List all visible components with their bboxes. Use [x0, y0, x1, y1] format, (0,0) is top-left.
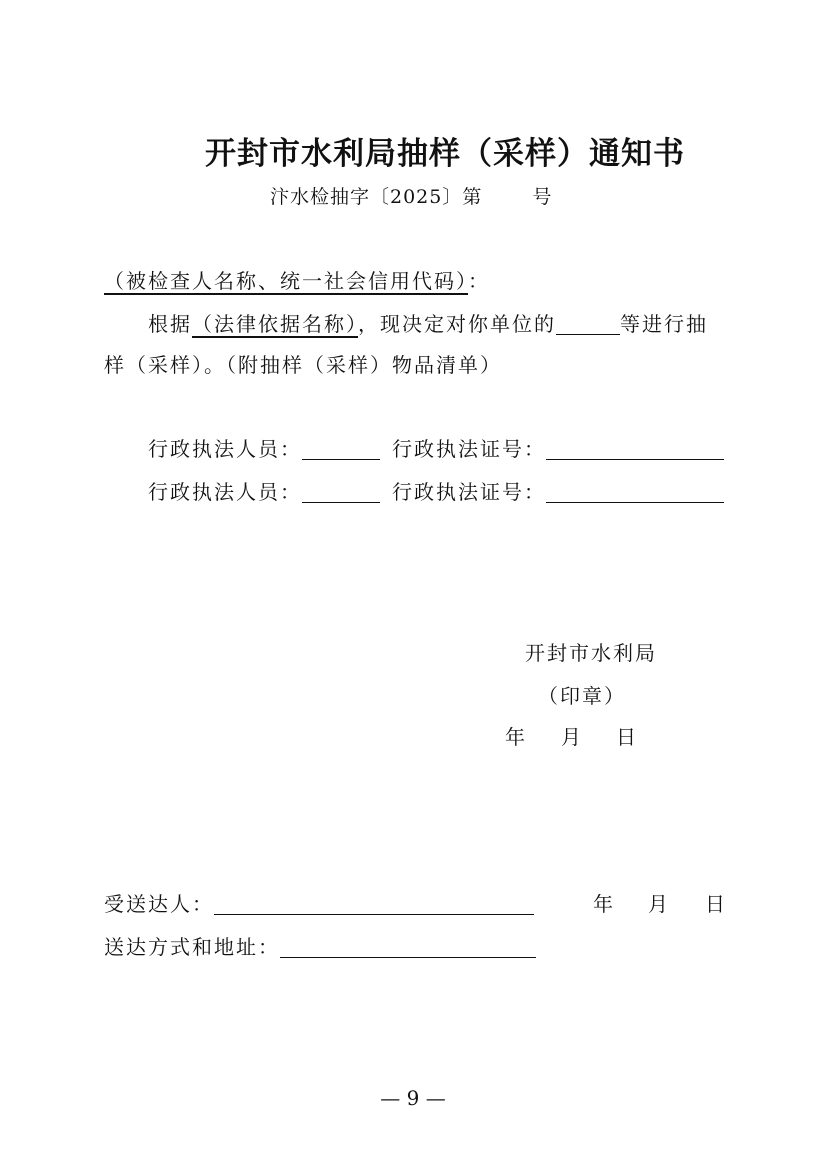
- recipient-label: 受送达人：: [104, 892, 214, 916]
- receipt-date-year: 年: [593, 892, 613, 916]
- issuer-name: 开封市水利局: [525, 641, 657, 665]
- page-number: — 9 —: [380, 1086, 446, 1110]
- officer-cert-blank[interactable]: [546, 437, 724, 460]
- delivery-method-label: 送达方式和地址：: [104, 935, 280, 959]
- recipient-row: [104, 888, 534, 917]
- officer-row-1: [148, 433, 724, 462]
- document-number-suffix: 号: [532, 186, 553, 208]
- document-number: [270, 182, 552, 209]
- addressee-placeholder: （被检查人名称、统一社会信用代码）: [104, 269, 468, 293]
- body-line-2: 样（采样）。（附抽样（采样）物品清单）: [104, 353, 502, 377]
- document-number-prefix: 汴水检抽字〔2025〕第: [270, 186, 483, 208]
- issue-date-day: 日: [616, 725, 636, 749]
- officer-name-label: 行政执法人员：: [148, 480, 302, 504]
- legal-basis-placeholder: （法律依据名称）: [192, 312, 358, 336]
- issue-date-month: 月: [561, 725, 581, 749]
- delivery-method-row: [104, 931, 536, 960]
- recipient-blank[interactable]: [214, 892, 534, 915]
- addressee-line: [104, 265, 490, 294]
- body-text-sampling: 等进行抽: [620, 312, 708, 336]
- document-title: 开封市水利局抽样（采样）通知书: [205, 136, 685, 172]
- body-text-according: 根据: [148, 312, 192, 336]
- delivery-method-blank[interactable]: [280, 935, 536, 958]
- officer-name-blank[interactable]: [302, 437, 380, 460]
- body-text-decision: ，现决定对你单位的: [358, 312, 556, 336]
- officer-cert-label: 行政执法证号：: [392, 480, 546, 504]
- sample-item-blank[interactable]: [556, 312, 620, 335]
- officer-cert-blank[interactable]: [546, 480, 724, 503]
- officer-cert-label: 行政执法证号：: [392, 437, 546, 461]
- issuer-seal: （印章）: [538, 684, 626, 708]
- officer-name-blank[interactable]: [302, 480, 380, 503]
- officer-row-2: [148, 476, 724, 505]
- receipt-date-month: 月: [648, 892, 668, 916]
- officer-name-label: 行政执法人员：: [148, 437, 302, 461]
- body-line-1: [148, 308, 708, 337]
- issue-date-year: 年: [505, 725, 525, 749]
- receipt-date-day: 日: [705, 892, 725, 916]
- addressee-colon: ：: [468, 269, 490, 293]
